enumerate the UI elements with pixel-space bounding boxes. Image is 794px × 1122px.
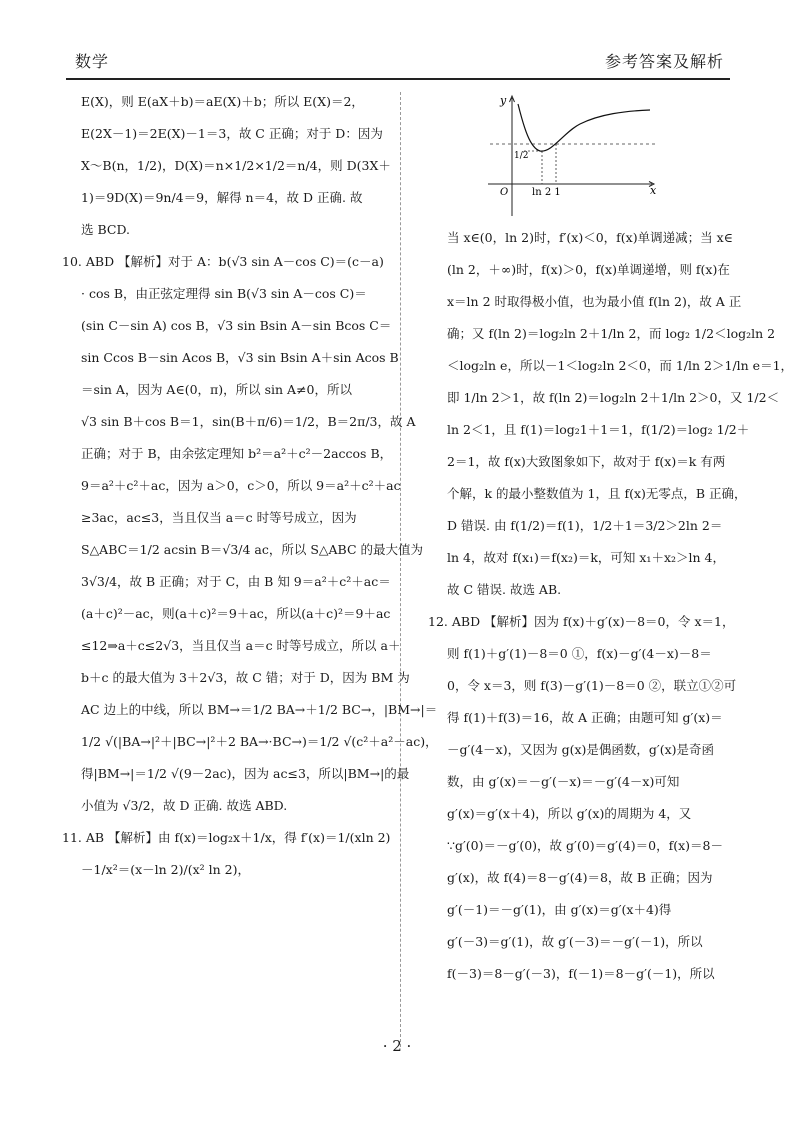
text-line: ＝sin A，因为 A∈(0，π)，所以 sin A≠0，所以: [81, 382, 353, 397]
text-line: S△ABC＝1/2 acsin B＝√3/4 ac，所以 S△ABC 的最大值为: [81, 542, 423, 557]
text-line: (sin C－sin A) cos B，√3 sin Bsin A－sin Bcos C＝: [81, 318, 392, 333]
text-line: 确；又 f(ln 2)＝log₂ln 2＋1/ln 2，而 log₂ 1/2＜log₂ln 2: [447, 326, 776, 341]
left-column: [62, 86, 438, 886]
text-line: sin Ccos B－sin Acos B，√3 sin Bsin A＋sin Acos B: [81, 350, 399, 365]
text-line: ≥3ac，ac≤3，当且仅当 a＝c 时等号成立，因为: [81, 510, 357, 525]
y-tick-label: 1/2: [514, 151, 529, 161]
text-line: g′(－3)＝g′(1)，故 g′(－3)＝－g′(－1)，所以: [447, 934, 703, 949]
column-divider: [400, 92, 401, 1047]
text-line: E(2X－1)＝2E(X)－1＝3，故 C 正确；对于 D：因为: [81, 126, 383, 141]
text-line: ≤12⇒a＋c≤2√3，当且仅当 a＝c 时等号成立，所以 a＋: [81, 638, 401, 653]
text-line: b＋c 的最大值为 3＋2√3，故 C 错；对于 D，因为 BM 为: [81, 670, 410, 685]
text-line: (ln 2，＋∞)时，f(x)＞0，f(x)单调递增，则 f(x)在: [447, 262, 730, 277]
right-text: [428, 222, 794, 990]
origin-label: O: [500, 187, 509, 198]
header-rule: [66, 78, 730, 80]
text-line: (a＋c)²－ac，则(a＋c)²＝9＋ac，所以(a＋c)²＝9＋ac: [81, 606, 391, 621]
question-11-header: 11. AB 【解析】由 f(x)＝log₂x＋1/x，得 f′(x)＝1/(xln 2): [62, 830, 391, 845]
x-axis-label: x: [650, 184, 657, 197]
text-line: ＜log₂ln e，所以－1＜log₂ln 2＜0，而 1/ln 2＞1/ln e＝1，: [447, 358, 794, 373]
y-axis-label: y: [500, 94, 507, 107]
x-tick-labels: ln 2 1: [532, 187, 561, 198]
text-line: －g′(4－x)，又因为 g(x)是偶函数，g′(x)是奇函: [447, 742, 715, 757]
text-line: 当 x∈(0，ln 2)时，f′(x)＜0，f(x)单调递减；当 x∈: [447, 230, 733, 245]
text-line: 个解，k 的最小整数值为 1，且 f(x)无零点，B 正确，: [447, 486, 747, 501]
header-title: 参考答案及解析: [604, 52, 724, 71]
text-line: 2＝1，故 f(x)大致图象如下，故对于 f(x)＝k 有两: [447, 454, 726, 469]
text-line: f(－3)＝8－g′(－3)，f(－1)＝8－g′(－1)，所以: [447, 966, 715, 981]
text-line: 则 f(1)＋g′(1)－8＝0 ①，f(x)－g′(4－x)－8＝: [447, 646, 712, 661]
function-graph: [480, 92, 660, 216]
text-line: x＝ln 2 时取得极小值，也为最小值 f(ln 2)，故 A 正: [447, 294, 742, 309]
question-10-header: 10. ABD 【解析】对于 A：b(√3 sin A－cos C)＝(c－a): [62, 254, 384, 269]
text-line: 1/2 √(|BA→|²＋|BC→|²＋2 BA→·BC→)＝1/2 √(c²＋a²－ac)，: [81, 734, 438, 749]
text-line: g′(－1)＝－g′(1)，由 g′(x)＝g′(x＋4)得: [447, 902, 672, 917]
text-line: g′(x)＝g′(x＋4)，所以 g′(x)的周期为 4，又: [447, 806, 692, 821]
text-line: 得 f(1)＋f(3)＝16，故 A 正确；由题可知 g′(x)＝: [447, 710, 723, 725]
text-line: 小值为 √3/2，故 D 正确. 故选 ABD.: [81, 798, 288, 813]
text-line: 得|BM→|＝1/2 √(9－2ac)，因为 ac≤3，所以|BM→|的最: [81, 766, 410, 781]
text-line: 0，令 x＝3，则 f(3)－g′(1)－8＝0 ②，联立①②可: [447, 678, 737, 693]
header-subject: 数学: [75, 52, 110, 71]
text-line: · cos B，由正弦定理得 sin B(√3 sin A－cos C)＝: [81, 286, 367, 301]
text-line: E(X)，则 E(aX＋b)＝aE(X)＋b；所以 E(X)＝2，: [81, 94, 364, 109]
text-line: 故 C 错误. 故选 AB.: [447, 582, 562, 597]
text-line: ln 4，故对 f(x₁)＝f(x₂)＝k，可知 x₁＋x₂＞ln 4，: [447, 550, 725, 565]
text-line: 数，由 g′(x)＝－g′(－x)＝－g′(4－x)可知: [447, 774, 680, 789]
question-12-header: 12. ABD 【解析】因为 f(x)＋g′(x)－8＝0，令 x＝1，: [428, 614, 735, 629]
text-line: 即 1/ln 2＞1，故 f(ln 2)＝log₂ln 2＋1/ln 2＞0，又 1/2＜: [447, 390, 780, 405]
text-line: 3√3/4，故 B 正确；对于 C，由 B 知 9＝a²＋c²＋ac＝: [81, 574, 391, 589]
text-line: －1/x²＝(x－ln 2)/(x² ln 2)，: [81, 862, 250, 877]
right-column: [428, 92, 794, 990]
text-line: AC 边上的中线，所以 BM→＝1/2 BA→＋1/2 BC→，|BM→|＝: [81, 702, 438, 717]
text-line: 9＝a²＋c²＋ac，因为 a＞0，c＞0，所以 9＝a²＋c²＋ac: [81, 478, 401, 493]
text-line: g′(x)，故 f(4)＝8－g′(4)＝8，故 B 正确；因为: [447, 870, 713, 885]
text-line: ∵g′(0)＝－g′(0)，故 g′(0)＝g′(4)＝0，f(x)＝8－: [447, 838, 723, 853]
text-line: 1)＝9D(X)＝9n/4＝9，解得 n＝4，故 D 正确. 故: [81, 190, 363, 205]
text-line: 选 BCD.: [81, 222, 131, 237]
text-line: D 错误. 由 f(1/2)＝f(1)，1/2＋1＝3/2＞2ln 2＝: [447, 518, 723, 533]
text-line: X～B(n，1/2)，D(X)＝n×1/2×1/2＝n/4，则 D(3X＋: [81, 158, 391, 173]
text-line: ln 2＜1，且 f(1)＝log₂1＋1＝1，f(1/2)＝log₂ 1/2＋: [447, 422, 750, 437]
text-line: √3 sin B＋cos B＝1，sin(B＋π/6)＝1/2，B＝2π/3，故 A: [81, 414, 416, 429]
text-line: 正确；对于 B，由余弦定理知 b²＝a²＋c²－2accos B，: [81, 446, 393, 461]
page-number: · 2 ·: [382, 1037, 412, 1055]
